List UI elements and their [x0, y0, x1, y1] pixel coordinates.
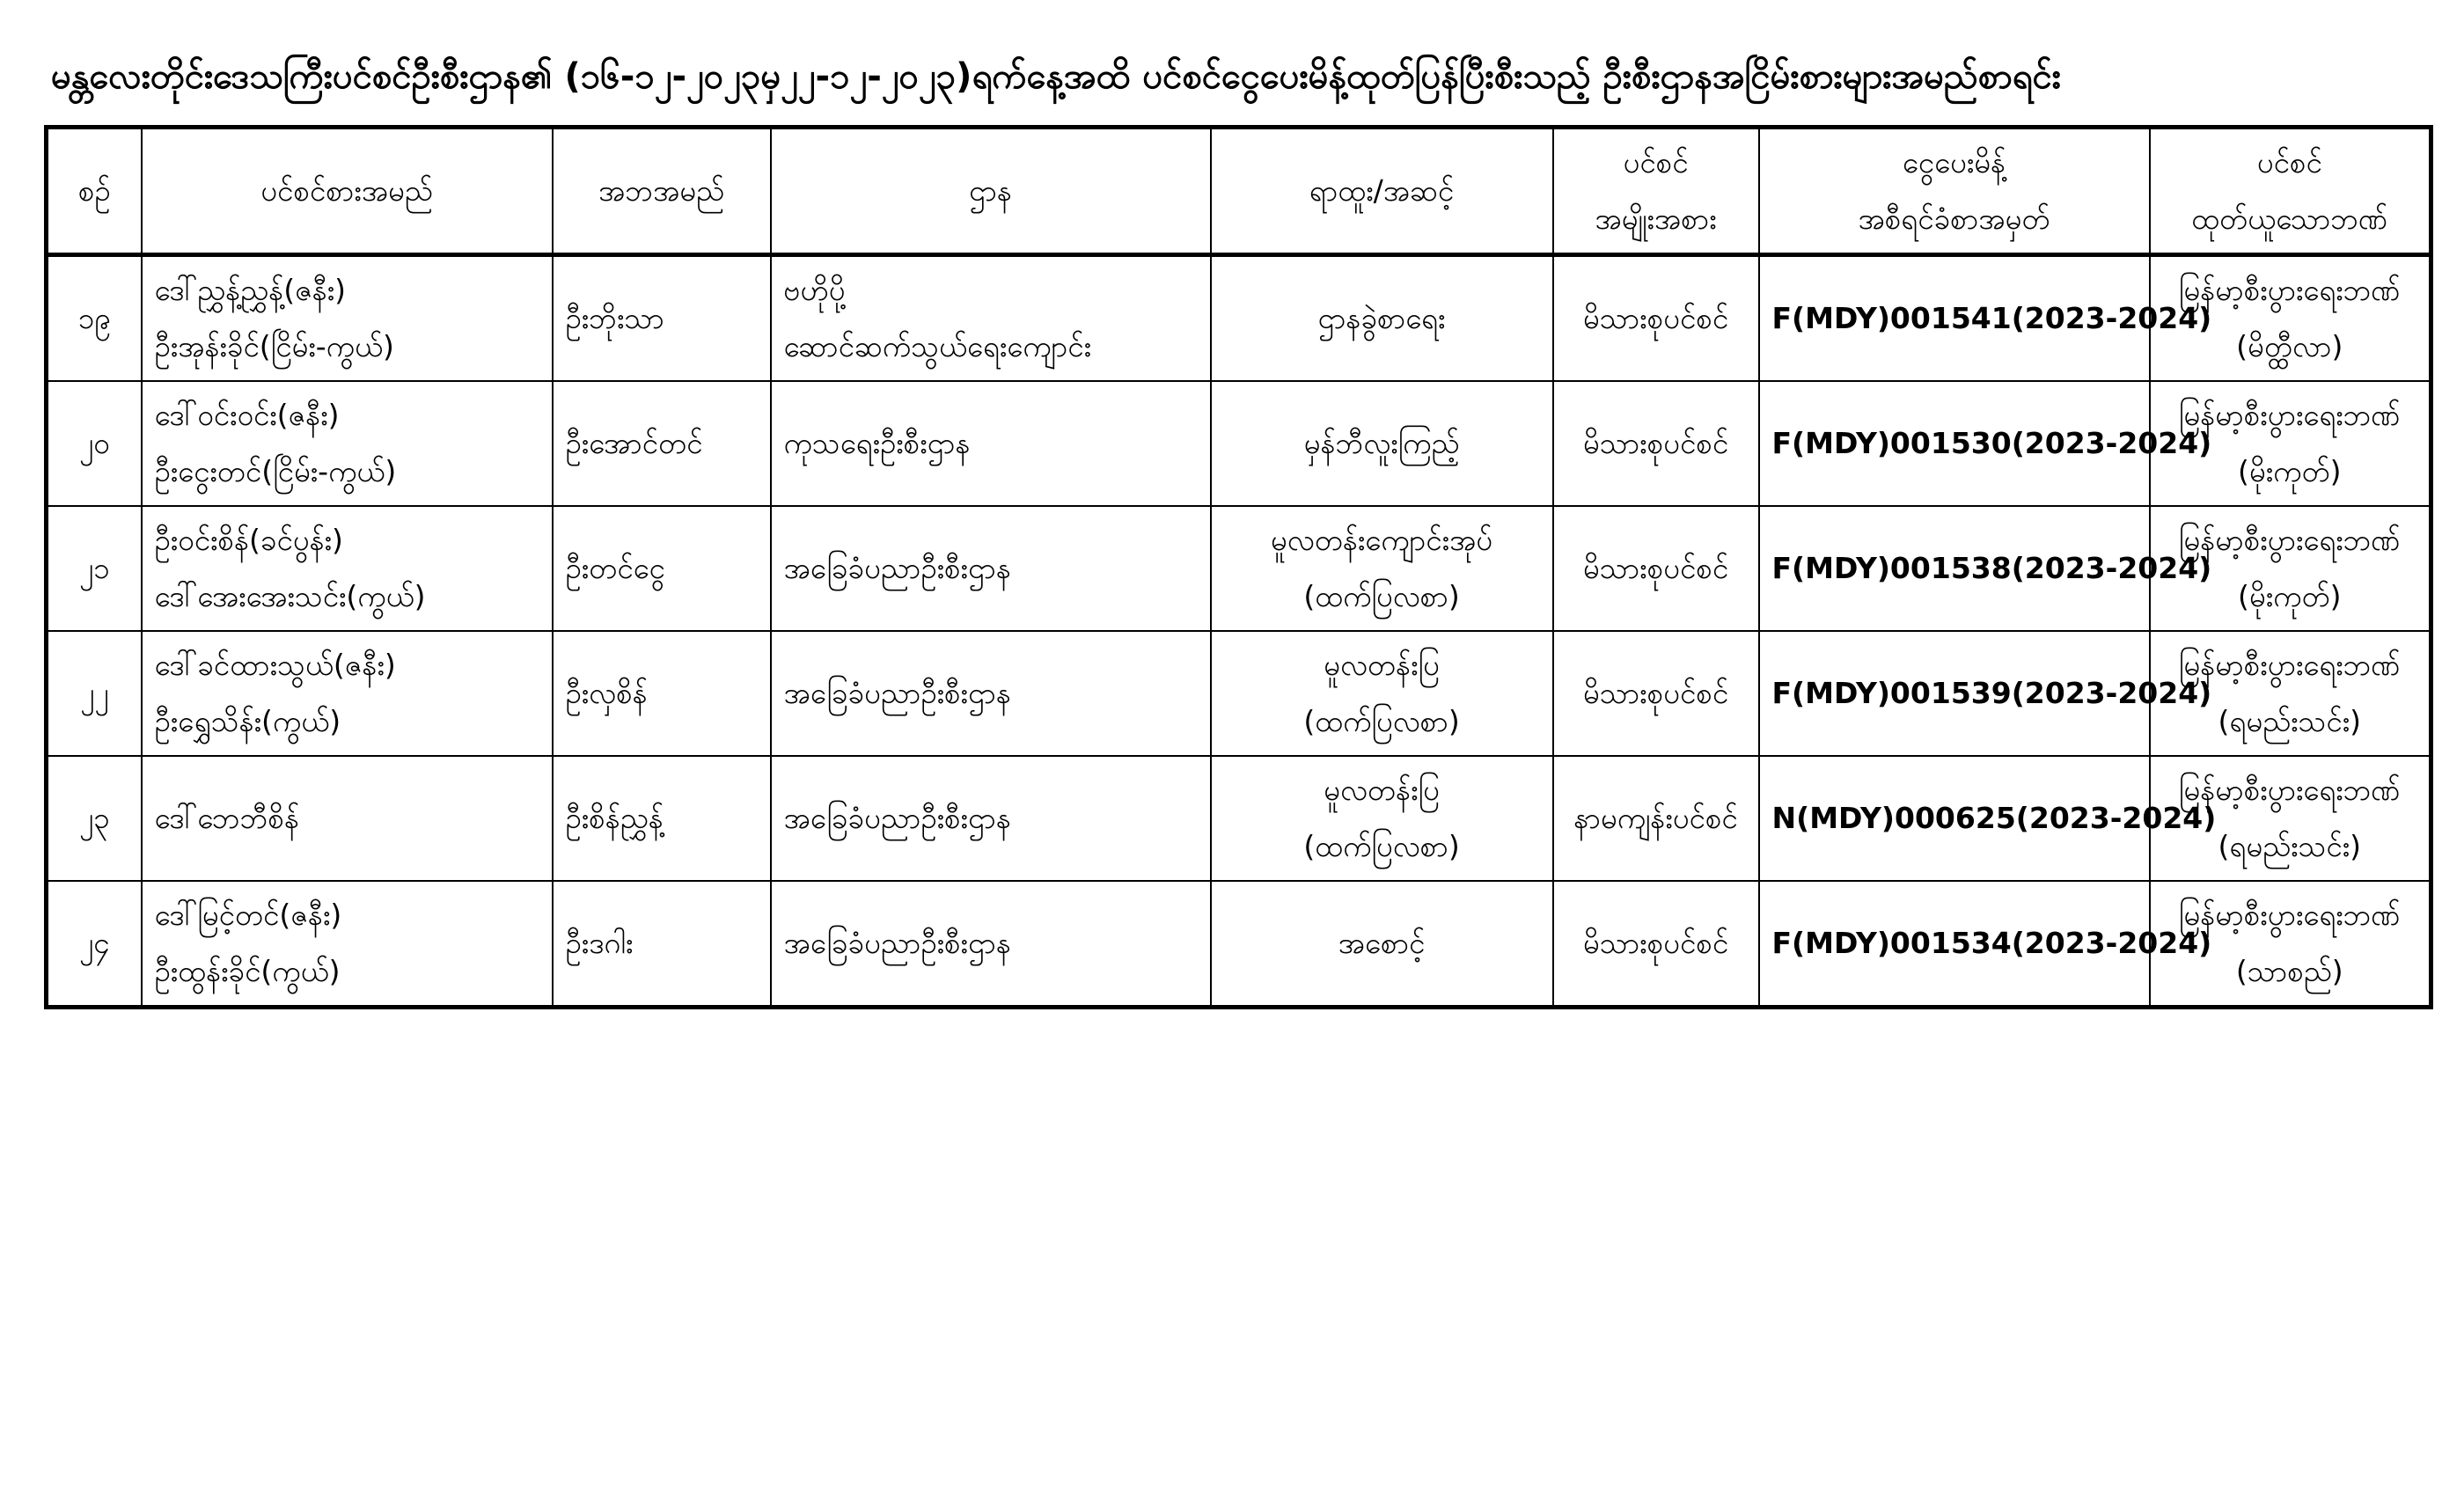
cell-department-line: အခြေခံပညာဦးစီးဌာန — [783, 926, 1011, 960]
table-row — [47, 631, 2431, 756]
cell-pensioner-name-line: ဦးငွေးတင်(ငြိမ်း-ကွယ်) — [154, 454, 397, 488]
cell-pensioner-name-line: ဦးထွန်းခိုင်(ကွယ်) — [154, 954, 341, 988]
cell-position-line: မူလတန်းပြ — [1324, 648, 1440, 682]
cell-pensioner-name — [142, 381, 553, 506]
cell-pensioner-name-line: ဒေါ်ဘေဘီစိန် — [154, 801, 300, 835]
header-department: ဌာန — [771, 128, 1211, 255]
cell-position-line: ဌာနခွဲစာရေး — [1317, 301, 1446, 335]
cell-pensioner-name-line: ဦးဝင်းစိန်(ခင်ပွန်း) — [154, 523, 343, 557]
cell-pension-bank-line: (မိုးကုတ်) — [2238, 579, 2342, 613]
cell-department — [771, 631, 1211, 756]
cell-pensioner-name — [142, 881, 553, 1008]
cell-pension-type: မိသားစုပင်စင် — [1553, 381, 1759, 506]
cell-payment-order-number: F(MDY)001534(2023-2024) — [1759, 881, 2150, 1008]
cell-pension-type: မိသားစုပင်စင် — [1553, 881, 1759, 1008]
cell-pensioner-name-line: ဦးအုန်းခိုင်(ငြိမ်း-ကွယ်) — [154, 329, 394, 363]
page-title: မန္တလေးတိုင်းဒေသကြီးပင်စင်ဦးစီးဌာန၏ (၁၆-၁၂-၂၀၂၃မှ၂၂-၁၂-၂၀၂၃)ရက်နေ့အထိ ပင်စင်ငွေပေးမိန့်ထုတ်ပြန်ပြီးစီးသည့် ဦးစီးဌာနအငြိမ်းစားများအမည်စာရင်း — [51, 56, 2061, 97]
cell-serial-number: ၁၉ — [47, 255, 142, 382]
cell-serial-number: ၂၄ — [47, 881, 142, 1008]
pensioner-list-table — [44, 125, 2433, 1009]
cell-payment-order-number: F(MDY)001538(2023-2024) — [1759, 506, 2150, 631]
cell-pension-bank-line: မြန်မာ့စီးပွားရေးဘဏ် — [2178, 648, 2401, 682]
header-father-name: အဘအမည် — [553, 128, 771, 255]
cell-father-name: ဦးဘိုးသာ — [553, 255, 771, 382]
cell-serial-number: ၂၃ — [47, 756, 142, 881]
cell-pension-type: နာမကျန်းပင်စင် — [1553, 756, 1759, 881]
cell-pensioner-name-line: ဒေါ်ခင်ထားသွယ်(ဇနီး) — [154, 648, 396, 682]
cell-pensioner-name-line: ဒေါ်ညွှန့်ညွှန့်(ဇနီး) — [154, 273, 347, 307]
cell-pension-bank-line: (မိုးကုတ်) — [2238, 454, 2342, 488]
cell-department — [771, 381, 1211, 506]
cell-pension-bank-line: မြန်မာ့စီးပွားရေးဘဏ် — [2178, 398, 2401, 432]
cell-position-line: (ထက်ပြလစာ) — [1303, 579, 1460, 613]
cell-position — [1211, 381, 1553, 506]
cell-department — [771, 255, 1211, 382]
cell-department — [771, 756, 1211, 881]
cell-pension-bank-line: (ရမည်းသင်း) — [2218, 704, 2361, 738]
cell-position — [1211, 756, 1553, 881]
header-payment-order-number: ငွေပေးမိန့် အစီရင်ခံစာအမှတ် — [1759, 128, 2150, 255]
cell-department-line: အခြေခံပညာဦးစီးဌာန — [783, 676, 1011, 710]
header-pension-bank: ပင်စင် ထုတ်ယူသောဘဏ် — [2150, 128, 2431, 255]
cell-department-line: အခြေခံပညာဦးစီးဌာန — [783, 801, 1011, 835]
cell-position — [1211, 255, 1553, 382]
header-serial-number: စဉ် — [47, 128, 142, 255]
cell-father-name: ဦးစိန်ညွှန့် — [553, 756, 771, 881]
table-row — [47, 255, 2431, 382]
cell-serial-number: ၂၀ — [47, 381, 142, 506]
cell-department — [771, 881, 1211, 1008]
cell-father-name: ဦးအောင်တင် — [553, 381, 771, 506]
table-row — [47, 881, 2431, 1008]
cell-pension-bank-line: မြန်မာ့စီးပွားရေးဘဏ် — [2178, 523, 2401, 557]
cell-father-name: ဦးလှစိန် — [553, 631, 771, 756]
cell-pension-bank-line: မြန်မာ့စီးပွားရေးဘဏ် — [2178, 273, 2401, 307]
cell-department — [771, 506, 1211, 631]
cell-pensioner-name-line: ဒေါ်အေးအေးသင်း(ကွယ်) — [154, 579, 426, 613]
cell-position-line: အစောင့် — [1338, 926, 1426, 960]
header-position: ရာထူး/အဆင့် — [1211, 128, 1553, 255]
cell-department-line: ဆောင်ဆက်သွယ်ရေးကျောင်း — [783, 329, 1091, 363]
cell-pension-bank-line: (သာစည်) — [2235, 954, 2343, 988]
cell-department-line: ကုသရေးဦးစီးဌာန — [783, 426, 971, 460]
cell-pensioner-name-line: ဒေါ်ဝင်းဝင်း(ဇနီး) — [154, 398, 340, 432]
cell-pension-type: မိသားစုပင်စင် — [1553, 506, 1759, 631]
cell-department-line: အခြေခံပညာဦးစီးဌာန — [783, 551, 1011, 585]
cell-pensioner-name-line: ဦးရွှေသိန်း(ကွယ်) — [154, 704, 341, 738]
cell-position — [1211, 506, 1553, 631]
cell-pensioner-name — [142, 631, 553, 756]
table-row — [47, 381, 2431, 506]
cell-position-line: (ထက်ပြလစာ) — [1303, 829, 1460, 863]
cell-payment-order-number: F(MDY)001530(2023-2024) — [1759, 381, 2150, 506]
cell-pension-bank-line: (မိတ္ထီလာ) — [2236, 329, 2343, 363]
cell-department-line: ဗဟိုပို့ — [783, 273, 846, 307]
cell-father-name: ဦးတင်ငွေ — [553, 506, 771, 631]
cell-position-line: မှန်ဘီလူးကြည့် — [1303, 426, 1460, 460]
table-body — [47, 255, 2431, 1008]
header-pensioner-name: ပင်စင်စားအမည် — [142, 128, 553, 255]
cell-pension-bank-line: မြန်မာ့စီးပွားရေးဘဏ် — [2178, 773, 2401, 807]
header-pension-type: ပင်စင် အမျိုးအစား — [1553, 128, 1759, 255]
table-row — [47, 506, 2431, 631]
cell-serial-number: ၂၂ — [47, 631, 142, 756]
cell-position — [1211, 881, 1553, 1008]
cell-position-line: (ထက်ပြလစာ) — [1303, 704, 1460, 738]
cell-pension-bank-line: (ရမည်းသင်း) — [2218, 829, 2361, 863]
cell-pension-type: မိသားစုပင်စင် — [1553, 631, 1759, 756]
cell-pension-bank-line: မြန်မာ့စီးပွားရေးဘဏ် — [2178, 898, 2401, 932]
cell-pension-type: မိသားစုပင်စင် — [1553, 255, 1759, 382]
cell-pensioner-name — [142, 506, 553, 631]
table-row — [47, 756, 2431, 881]
cell-payment-order-number: F(MDY)001539(2023-2024) — [1759, 631, 2150, 756]
cell-position-line: မူလတန်းပြ — [1324, 773, 1440, 807]
cell-pensioner-name-line: ဒေါ်မြင့်တင်(ဇနီး) — [154, 898, 342, 932]
cell-pensioner-name — [142, 255, 553, 382]
cell-payment-order-number: F(MDY)001541(2023-2024) — [1759, 255, 2150, 382]
cell-serial-number: ၂၁ — [47, 506, 142, 631]
cell-pension-bank — [2150, 255, 2431, 382]
cell-position-line: မူလတန်းကျောင်းအုပ် — [1270, 523, 1493, 557]
table-header-row — [47, 128, 2431, 255]
cell-position — [1211, 631, 1553, 756]
cell-pensioner-name — [142, 756, 553, 881]
cell-payment-order-number: N(MDY)000625(2023-2024) — [1759, 756, 2150, 881]
cell-father-name: ဦးဒဂါး — [553, 881, 771, 1008]
